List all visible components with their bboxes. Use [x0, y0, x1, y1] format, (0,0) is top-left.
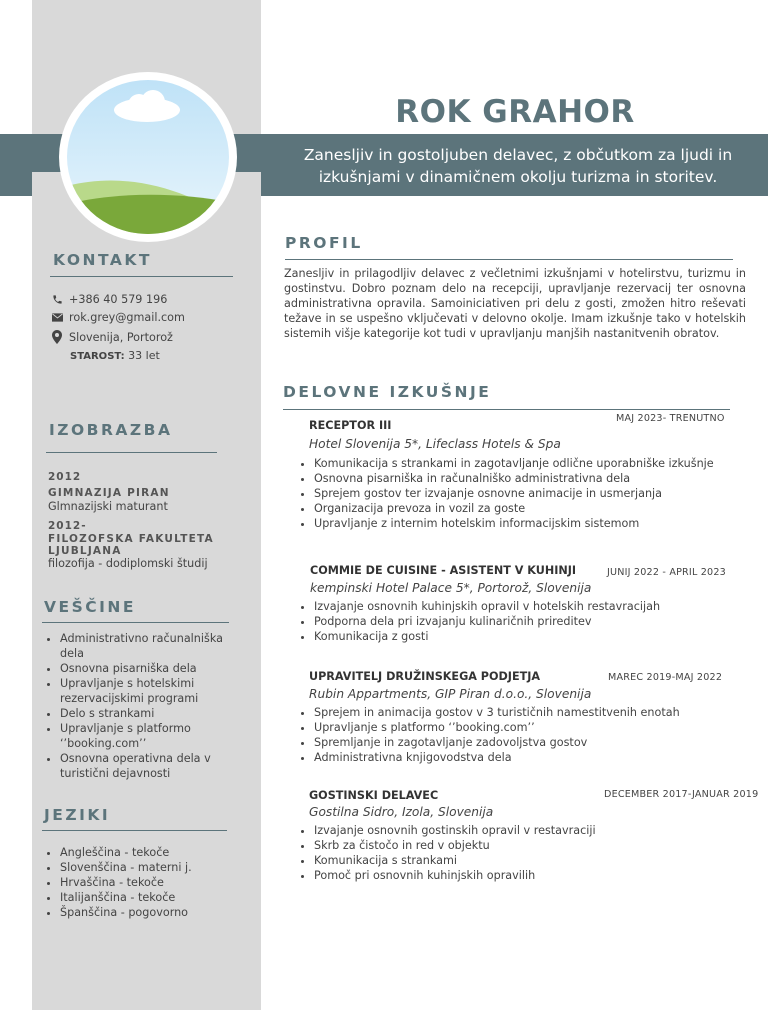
job-duty: • Sprejem gostov ter izvajanje osnovne animacije in usmerjanja — [314, 486, 738, 501]
skills-list — [44, 631, 240, 781]
language-item: • Italijanščina - tekoče — [60, 890, 250, 905]
job-company: kempinski Hotel Palace 5*, Portorož, Slovenija — [310, 581, 592, 595]
contact-heading: KONTAKT — [53, 251, 152, 269]
age-label: STAROST: — [70, 351, 125, 362]
job-duty: • Spremljanje in zagotavljanje zadovoljstva gostov — [314, 735, 738, 750]
languages-list — [44, 845, 250, 920]
contact-location — [50, 330, 173, 344]
job-duty: • Upravljanje s platformo ‘’booking.com’’ — [314, 720, 738, 735]
language-item: • Angleščina - tekoče — [60, 845, 250, 860]
location-text: Slovenija, Portorož — [69, 330, 173, 344]
phone-text: +386 40 579 196 — [69, 293, 168, 306]
job-title: GOSTINSKI DELAVEC — [309, 789, 439, 802]
job-date: DECEMBER 2017-JANUAR 2019 — [604, 789, 759, 800]
email-text: rok.grey@gmail.com — [69, 311, 185, 324]
age-value: 33 let — [128, 349, 160, 362]
language-item: • Slovenščina - materni j. — [60, 860, 250, 875]
skills-heading: VEŠČINE — [44, 598, 136, 616]
job-duty: • Komunikacija s strankami in zagotavljanje odlične uporabniške izkušnje — [314, 456, 738, 471]
profile-text: Zanesljiv in prilagodljiv delavec z večletnimi izkušnjami v hotelirstvu, turizmu in gostinstvu. Dobro poznam delo na recepciji, upravljanje rezervacij ter osnovna administrativna opravila. Samoiniciativen pri delu z gosti, zmožen hitro reševati težave in se uspešno vključevati v delovno okolje. Imam izkušnje tako v hotelskih sistemih višje kategorije kot tudi v upravljanju manjših nastanitvenih obratov. — [284, 267, 746, 340]
job-duty: • Izvajanje osnovnih kuhinjskih opravil v hotelskih restavracijah — [314, 599, 738, 614]
skill-item: • Administrativno računalniška dela — [60, 631, 240, 661]
skill-item: • Upravljanje s platformo ‘’booking.com’’ — [60, 721, 240, 751]
job-date: JUNIJ 2022 - APRIL 2023 — [607, 567, 726, 578]
contact-email — [50, 311, 185, 324]
education-school: GIMNAZIJA PIRAN — [48, 487, 170, 499]
job-title: COMMIE DE CUISINE - ASISTENT V KUHINJI — [310, 564, 577, 577]
job-duty: • Upravljanje z internim hotelskim informacijskim sistemom — [314, 516, 738, 531]
job-company: Gostilna Sidro, Izola, Slovenija — [309, 805, 494, 819]
job-duties — [298, 456, 738, 531]
job-company: Rubin Appartments, GIP Piran d.o.o., Slovenija — [309, 687, 592, 701]
skill-item: • Osnovna pisarniška dela — [60, 661, 240, 676]
languages-divider — [42, 830, 227, 831]
skills-divider — [42, 622, 229, 623]
experience-heading: DELOVNE IZKUŠNJE — [283, 383, 492, 401]
education-divider — [46, 452, 217, 453]
profile-divider — [285, 259, 733, 260]
job-duties — [298, 823, 738, 883]
job-duty: • Organizacija prevoza in vozil za goste — [314, 501, 738, 516]
profile-heading: PROFIL — [285, 234, 363, 252]
job-title: RECEPTOR III — [309, 419, 392, 432]
education-detail: filozofija - dodiplomski študij — [48, 557, 208, 570]
header-tagline: Zanesljiv in gostoljuben delavec, z občutkom za ljudi in izkušnjami v dinamičnem okolju turizma in storitev. — [303, 146, 733, 186]
mail-icon — [50, 313, 64, 322]
contact-phone — [50, 293, 167, 306]
education-year: 2012 — [48, 471, 82, 483]
job-duties — [298, 705, 738, 765]
job-date: MAJ 2023- TRENUTNO — [616, 413, 725, 424]
experience-divider — [283, 409, 730, 410]
education-school: FILOZOFSKA FAKULTETA LJUBLJANA — [48, 533, 214, 557]
education-year: 2012- — [48, 520, 87, 532]
job-duty: • Skrb za čistočo in red v objektu — [314, 838, 738, 853]
age-row — [70, 349, 160, 362]
contact-divider — [50, 276, 233, 277]
skill-item: • Upravljanje s hotelskimi rezervacijskimi programi — [60, 676, 240, 706]
education-heading: IZOBRAZBA — [49, 421, 173, 439]
landscape-placeholder-icon — [67, 80, 229, 234]
job-duty: • Komunikacija z gosti — [314, 629, 738, 644]
job-duty: • Komunikacija s strankami — [314, 853, 738, 868]
skill-item: • Osnovna operativna dela v turistični dejavnosti — [60, 751, 240, 781]
job-title: UPRAVITELJ DRUŽINSKEGA PODJETJA — [309, 670, 541, 683]
job-duty: • Podporna dela pri izvajanju kulinaričnih prireditev — [314, 614, 738, 629]
job-duty: • Osnovna pisarniška in računalniško administrativna dela — [314, 471, 738, 486]
education-detail: Glmnazijski maturant — [48, 500, 168, 513]
job-duty: • Administrativna knjigovodstva dela — [314, 750, 738, 765]
job-duty: • Pomoč pri osnovnih kuhinjskih opravilih — [314, 868, 738, 883]
job-duty: • Izvajanje osnovnih gostinskih opravil v restavraciji — [314, 823, 738, 838]
language-item: • Španščina - pogovorno — [60, 905, 250, 920]
job-company: Hotel Slovenija 5*, Lifeclass Hotels & Spa — [309, 437, 561, 451]
skill-item: • Delo s strankami — [60, 706, 240, 721]
phone-icon — [50, 294, 64, 305]
person-name: ROK GRAHOR — [395, 94, 635, 130]
profile-photo — [67, 80, 229, 234]
job-duties — [298, 599, 738, 644]
languages-heading: JEZIKI — [44, 806, 111, 824]
job-duty: • Sprejem in animacija gostov v 3 turističnih namestitvenih enotah — [314, 705, 738, 720]
job-date: MAREC 2019-MAJ 2022 — [608, 672, 723, 683]
location-pin-icon — [50, 330, 64, 344]
language-item: • Hrvaščina - tekoče — [60, 875, 250, 890]
